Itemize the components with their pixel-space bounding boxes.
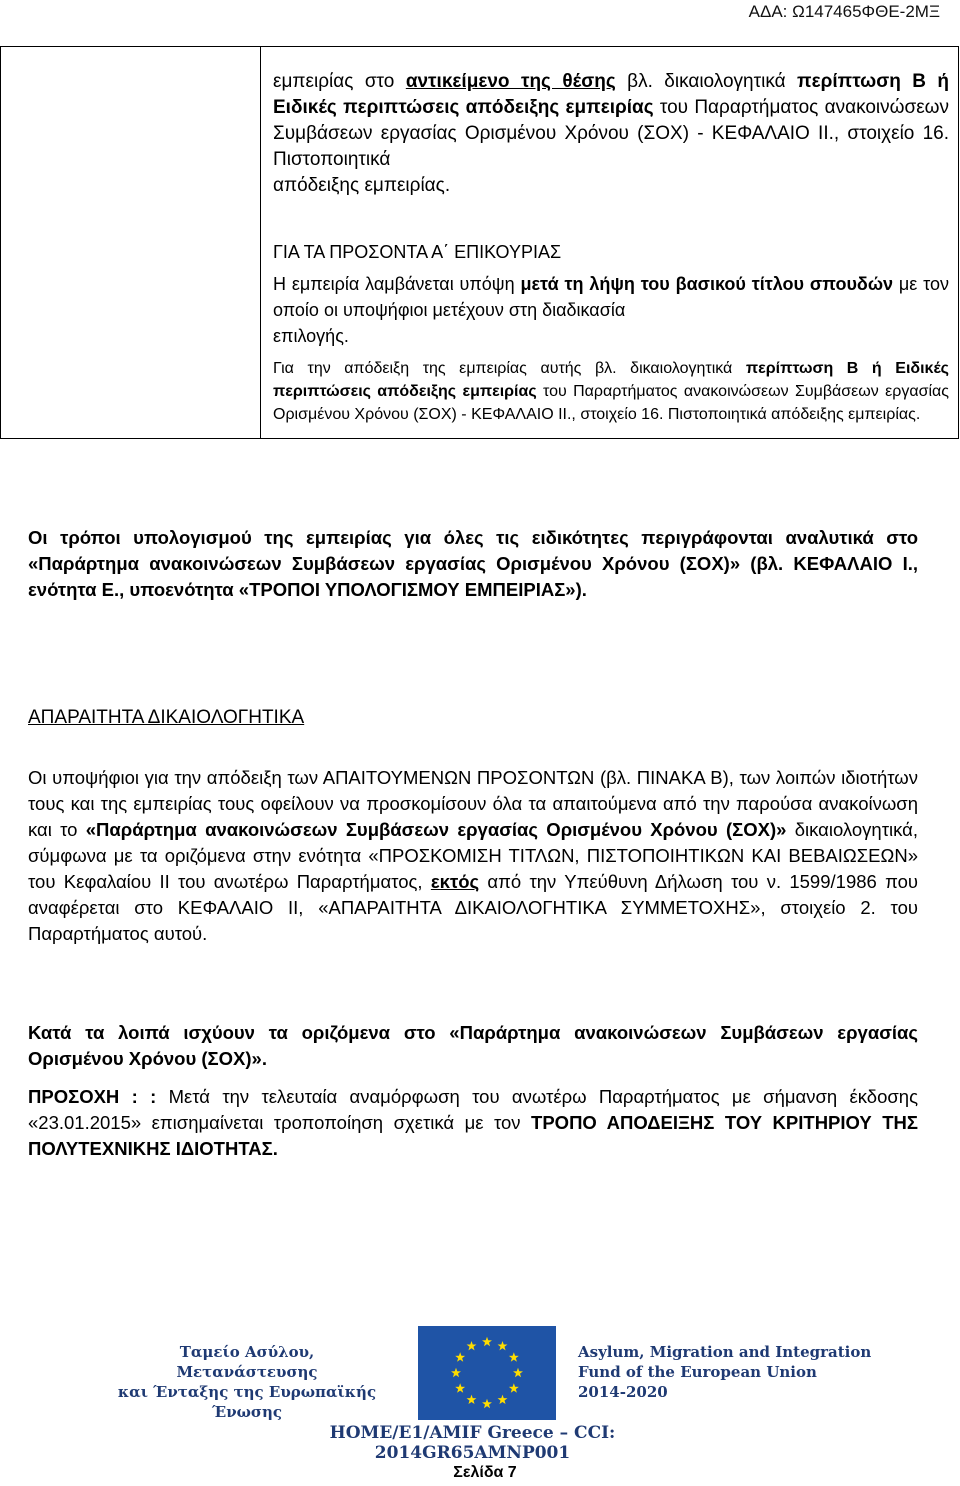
table-right-cell: [261, 47, 959, 439]
text-bold: «Παράρτημα ανακοινώσεων Συμβάσεων εργασίας Ορισμένου Χρόνου (ΣΟΧ)»: [85, 819, 787, 840]
table-left-cell: [1, 47, 261, 439]
ada-code: ΑΔΑ: Ω147465ΦΘΕ-2ΜΞ: [748, 2, 940, 21]
text: επιλογής.: [273, 326, 349, 346]
attention-label: ΠΡΟΣΟΧΗ : :: [28, 1086, 157, 1107]
calc-ways-paragraph: Οι τρόποι υπολογισμού της εμπειρίας για όλες τις ειδικότητες περιγράφονται αναλυτικά στο «Παράρτημα ανακοινώσεων Συμβάσεων εργασίας Ορισμένου Χρόνου (ΣΟΧ)» (βλ. ΚΕΦΑΛΑΙΟ Ι., ενότητα Ε., υποενότητα «ΤΡΟΠΟΙ ΥΠΟΛΟΓΙΣΜΟΥ ΕΜΠΕΙΡΙΑΣ»).: [28, 527, 918, 600]
apply-rest-paragraph: Κατά τα λοιπά ισχύουν τα οριζόμενα στο «Παράρτημα ανακοινώσεων Συμβάσεων εργασίας Ορισμένου Χρόνου (ΣΟΧ)».: [28, 1022, 918, 1069]
required-docs-heading: ΑΠΑΡΑΙΤΗΤΑ ΔΙΚΑΙΟΛΟΓΗΤΙΚΑ: [28, 707, 305, 728]
cell-paragraph-2: [273, 271, 949, 349]
text: Για την απόδειξη της εμπειρίας αυτής βλ. δικαιολογητικά: [273, 360, 746, 377]
text: Μετά την τελευταία αναμόρφωση του ανωτέρω Παραρτήματος με σήμανση έκδοσης «23.01.2015» επισημαίνεται τροποποίηση σχετικά με τον: [28, 1086, 918, 1133]
cell-heading: ΓΙΑ ΤΑ ΠΡΟΣΟΝΤΑ Α΄ ΕΠΙΚΟΥΡΙΑΣ: [273, 242, 562, 262]
footer-line: και Ένταξης της Ευρωπαϊκής: [117, 1383, 377, 1401]
text: με τον οποίο οι υποψήφιοι μετέχουν στη διαδικασία: [273, 274, 950, 320]
footer-fund-english: [578, 1342, 878, 1402]
footer-line: Asylum, Migration and Integration: [578, 1343, 872, 1361]
text-bold: περίπτωση Β ή Ειδικές περιπτώσεις απόδειξης εμπειρίας: [273, 71, 950, 118]
footer-line: Fund of the European Union: [578, 1363, 817, 1381]
footer-line: 2014-2020: [578, 1383, 668, 1401]
candidates-paragraph: [28, 765, 918, 947]
text-bold: ΤΡΟΠΟ ΑΠΟΔΕΙΞΗΣ ΤΟΥ ΚΡΙΤΗΡΙΟΥ ΤΗΣ ΠΟΛΥΤΕΧΝΙΚΗΣ ΙΔΙΟΤΗΤΑΣ.: [28, 1112, 918, 1159]
text: βλ. δικαιολογητικά: [615, 71, 798, 92]
footer-programme-code: HOME/E1/AMIF Greece – CCI: 2014GR65AMNP001: [329, 1423, 616, 1463]
eu-flag-icon: [418, 1326, 556, 1420]
text: του Παραρτήματος ανακοινώσεων Συμβάσεων εργασίας Ορισμένου Χρόνου (ΣΟΧ) - ΚΕΦΑΛΑΙΟ ΙΙ., στοιχείο 16. Πιστοποιητικά απόδειξης εμπειρίας.: [273, 383, 950, 423]
text-bold: περίπτωση Β ή Ειδικές περιπτώσεις απόδειξης εμπειρίας: [273, 360, 949, 400]
footer-fund-greek: [108, 1342, 386, 1422]
criteria-table: [0, 46, 959, 439]
text-bold-underlined: αντικείμενο της θέσης: [405, 71, 616, 92]
text-bold-underlined: εκτός: [430, 871, 480, 892]
text: Οι υποψήφιοι για την απόδειξη των ΑΠΑΙΤΟΥΜΕΝΩΝ ΠΡΟΣΟΝΤΩΝ (βλ. ΠΙΝΑΚΑ Β), των λοιπών ιδιοτήτων τους και της εμπειρίας τους οφείλουν να προσκομίσουν όλα τα απαιτούμενα από την παρούσα ανακοίνωση και το: [28, 767, 918, 840]
text: Η εμπειρία λαμβάνεται υπόψη: [273, 274, 521, 294]
footer-line: Ταμείο Ασύλου, Μετανάστευσης: [176, 1343, 318, 1381]
text: εμπειρίας στο: [273, 71, 406, 92]
attention-paragraph: [28, 1084, 918, 1162]
footer-line: Ένωσης: [212, 1403, 282, 1421]
text-bold: μετά τη λήψη του βασικού τίτλου σπουδών: [520, 274, 894, 294]
cell-paragraph-3: [273, 357, 949, 426]
text: του Παραρτήματος ανακοινώσεων Συμβάσεων εργασίας Ορισμένου Χρόνου (ΣΟΧ) - ΚΕΦΑΛΑΙΟ ΙΙ., στοιχείο 16. Πιστοποιητικά: [273, 97, 949, 170]
text: δικαιολογητικά, σύμφωνα με τα οριζόμενα στην ενότητα «ΠΡΟΣΚΟΜΙΣΗ ΤΙΤΛΩΝ, ΠΙΣΤΟΠΟΙΗΤΙΚΩΝ ΚΑΙ ΒΕΒΑΙΩΣΕΩΝ» του Κεφαλαίου ΙΙ του ανωτέρω Παραρτήματος,: [28, 819, 919, 892]
cell-paragraph-1: [273, 69, 949, 199]
text: από την Υπεύθυνη Δήλωση του ν. 1599/1986 που αναφέρεται στο ΚΕΦΑΛΑΙΟ ΙΙ, «ΑΠΑΡΑΙΤΗΤΑ ΔΙΚΑΙΟΛΟΓΗΤΙΚΑ ΣΥΜΜΕΤΟΧΗΣ», στοιχείο 2. του Παραρτήματος αυτού.: [28, 871, 918, 944]
text: απόδειξης εμπειρίας.: [273, 175, 451, 196]
page-number: Σελίδα 7: [453, 1464, 517, 1481]
